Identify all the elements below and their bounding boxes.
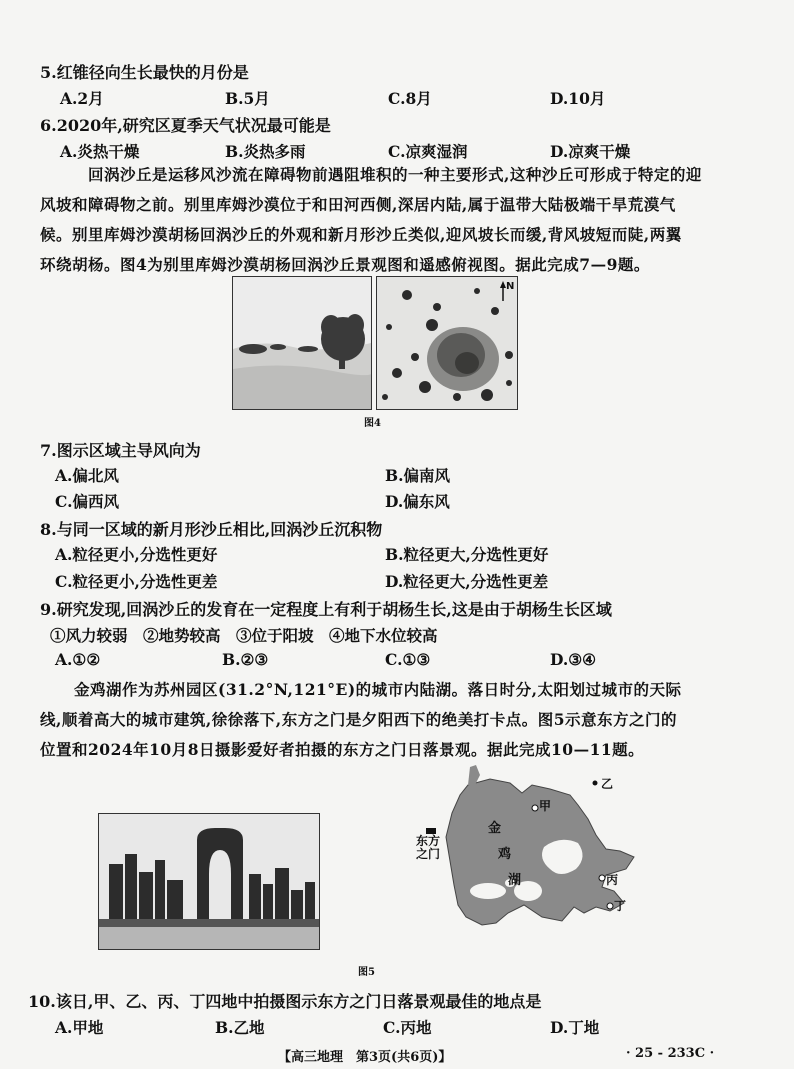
q7-option-a: A.偏北风 [55,466,119,485]
gate-label-line: 之门 [416,847,441,861]
fig4-remote-sensing-image [376,276,518,410]
q9-option-c: C.①③ [385,650,431,669]
q8-option-a: A.粒径更小,分选性更好 [55,545,218,564]
q9-option-b: B.②③ [222,650,269,669]
q8-option-b: B.粒径更大,分选性更好 [385,545,549,564]
q5-stem: 5.红锥径向生长最快的月份是 [40,63,249,82]
q6-option-b: B.炎热多雨 [225,142,306,161]
lake-label-char: 湖 [508,873,522,888]
lake-label-char: 鸡 [498,847,512,862]
fig5-sunset-photo [98,813,320,950]
q10-option-a: A.甲地 [55,1018,104,1037]
fig4-caption: 图4 [364,418,381,429]
q10-stem: 10.该日,甲、乙、丙、丁四地中拍摄图示东方之门日落景观最佳的地点是 [28,992,542,1011]
point-jia-label: 甲 [539,799,552,813]
q5-option-a: A.2月 [60,89,104,108]
q8-stem: 8.与同一区域的新月形沙丘相比,回涡沙丘沉积物 [40,520,383,539]
fig5-map [410,765,650,965]
exam-code: · 25 - 233C · [626,1046,715,1061]
q10-option-c: C.丙地 [383,1018,432,1037]
passage-jinji-line: 金鸡湖作为苏州园区(31.2°N,121°E)的城市内陆湖。落日时分,太阳划过城市的天际 [74,680,682,699]
q9-stem: 9.研究发现,回涡沙丘的发育在一定程度上有利于胡杨生长,这是由于胡杨生长区域 [40,600,612,619]
q7-stem: 7.图示区域主导风向为 [40,441,201,460]
q5-option-b: B.5月 [225,89,270,108]
passage-jinji-line: 线,顺着高大的城市建筑,徐徐落下,东方之门是夕阳西下的绝美打卡点。图5示意东方之门的 [40,710,677,729]
fig4-landscape-photo [232,276,372,410]
q7-option-b: B.偏南风 [385,466,450,485]
north-arrow-label: N [506,281,515,292]
passage-dunes-line: 回涡沙丘是运移风沙流在障碍物前遇阻堆积的一种主要形式,这种沙丘可形成于特定的迎 [88,165,702,184]
dongfang-gate-label [416,835,440,861]
q6-option-a: A.炎热干燥 [60,142,140,161]
passage-dunes-line: 候。别里库姆沙漠胡杨回涡沙丘的外观和新月形沙丘类似,迎风坡长而缓,背风坡短而陡,两翼 [40,225,682,244]
point-ding-label: 丁 [614,899,627,913]
q6-option-d: D.凉爽干燥 [550,142,631,161]
passage-dunes-line: 风坡和障碍物之前。别里库姆沙漠位于和田河西侧,深居内陆,属于温带大陆极端干旱荒漠气 [40,195,676,214]
q6-stem: 6.2020年,研究区夏季天气状况最可能是 [40,116,331,135]
q8-option-c: C.粒径更小,分选性更差 [55,572,218,591]
q7-option-c: C.偏西风 [55,492,119,511]
q10-option-d: D.丁地 [550,1018,600,1037]
passage-jinji-line: 位置和2024年10月8日摄影爱好者拍摄的东方之门日落景观。据此完成10—11题。 [40,740,645,759]
point-bing-label: 丙 [606,873,619,887]
lake-label-char: 金 [488,821,502,836]
q7-option-d: D.偏东风 [385,492,450,511]
passage-jinji-lake [40,675,760,765]
q8-option-d: D.粒径更大,分选性更差 [385,572,549,591]
q9-conditions: ①风力较弱 ②地势较高 ③位于阳坡 ④地下水位较高 [50,626,438,645]
q6-option-c: C.凉爽湿润 [388,142,468,161]
page-footer: 【高三地理 第3页(共6页)】 [278,1050,452,1065]
gate-label-line: 东方 [416,834,441,848]
fig5-caption: 图5 [358,967,375,978]
passage-dunes-line: 环绕胡杨。图4为别里库姆沙漠胡杨回涡沙丘景观图和遥感俯视图。据此完成7—9题。 [40,255,650,274]
q5-option-c: C.8月 [388,89,432,108]
q10-option-b: B.乙地 [215,1018,265,1037]
q9-option-d: D.③④ [550,650,597,669]
q5-option-d: D.10月 [550,89,606,108]
q9-option-a: A.①② [55,650,101,669]
passage-dunes [40,160,760,280]
point-yi-label: 乙 [601,777,614,791]
